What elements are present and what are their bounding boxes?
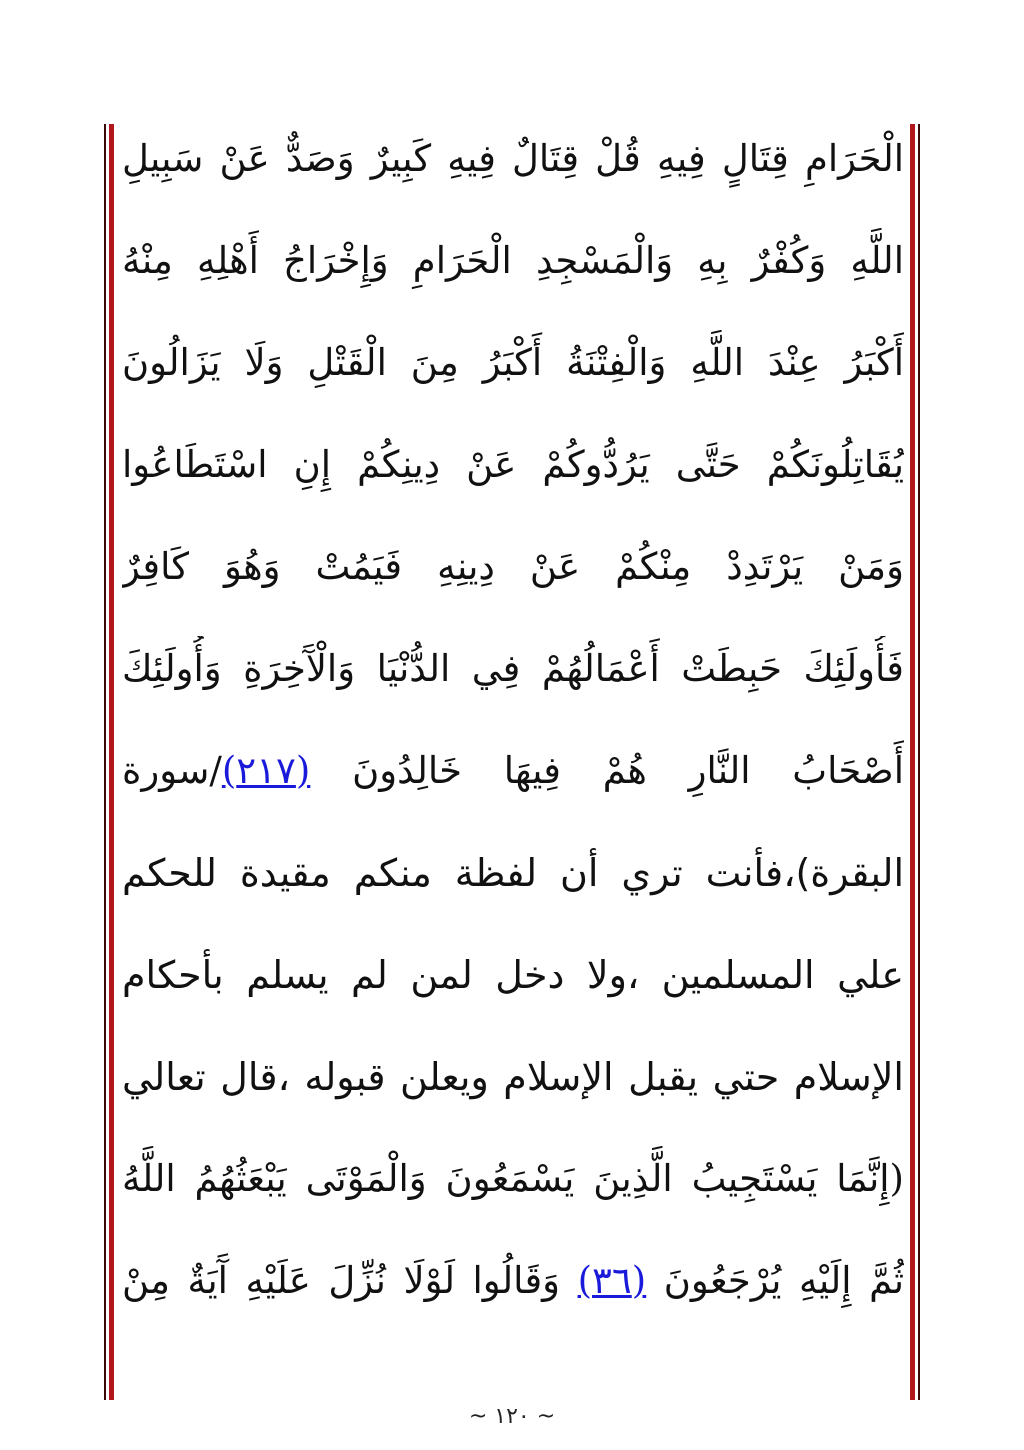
right-border-dark-line [918, 124, 920, 1400]
line-1-text: الْحَرَامِ قِتَالٍ فِيهِ قُلْ قِتَالٌ فِيهِ كَبِيرٌ وَصَدٌّ عَنْ سَبِيلِ [122, 137, 904, 180]
line-10-text: الإسلام حتي يقبل الإسلام ويعلن قبوله ،قال تعالي [122, 1055, 904, 1099]
line-8-text: البقرة)،فأنت تري أن لفظة منكم مقيدة للحكم [122, 851, 904, 895]
text-line-2 [122, 228, 904, 330]
left-border-red-line [109, 124, 114, 1400]
line-4-text: يُقَاتِلُونَكُمْ حَتَّى يَرُدُّوكُمْ عَنْ دِينِكُمْ إِنِ اسْتَطَاعُوا [122, 443, 904, 486]
line-7-text: أَصْحَابُ النَّارِ هُمْ فِيهَا خَالِدُونَ [310, 749, 904, 792]
line-6-text: فَأُولَئِكَ حَبِطَتْ أَعْمَالُهُمْ فِي الدُّنْيَا وَالْآَخِرَةِ وَأُولَئِكَ [122, 647, 904, 690]
right-border-frame [910, 124, 920, 1400]
text-line-9 [122, 942, 904, 1044]
left-border-dark-line [104, 124, 106, 1400]
text-line-6 [122, 636, 904, 738]
text-line-3 [122, 330, 904, 432]
text-line-8 [122, 840, 904, 942]
line-12-text: ثُمَّ إِلَيْهِ يُرْجَعُونَ [646, 1259, 904, 1302]
line-2-text: اللَّهِ وَكُفْرٌ بِهِ وَالْمَسْجِدِ الْحَرَامِ وَإِخْرَاجُ أَهْلِهِ مِنْهُ [122, 239, 904, 282]
page-number: ~ ١٢٠ ~ [468, 1404, 556, 1429]
line-7-suffix: /سورة [122, 749, 222, 792]
body-text [122, 126, 904, 1350]
line-9-text: علي المسلمين ،ولا دخل لمن لم يسلم بأحكام [122, 953, 904, 997]
line-5-text: وَمَنْ يَرْتَدِدْ مِنْكُمْ عَنْ دِينِهِ فَيَمُتْ وَهُوَ كَافِرٌ [122, 545, 904, 588]
line-12-suffix: وَقَالُوا لَوْلَا نُزِّلَ عَلَيْهِ آَيَةٌ مِنْ [122, 1259, 578, 1302]
left-border-frame [104, 124, 114, 1400]
verse-reference-link[interactable]: (٢١٧) [221, 749, 311, 792]
right-border-red-line [910, 124, 915, 1400]
text-line-10 [122, 1044, 904, 1146]
text-line-12 [122, 1248, 904, 1350]
line-3-text: أَكْبَرُ عِنْدَ اللَّهِ وَالْفِتْنَةُ أَكْبَرُ مِنَ الْقَتْلِ وَلَا يَزَالُونَ [122, 341, 904, 384]
verse-reference-link[interactable]: (٣٦) [577, 1259, 647, 1302]
text-line-11 [122, 1146, 904, 1248]
text-line-7 [122, 738, 904, 840]
text-line-4 [122, 432, 904, 534]
text-line-5 [122, 534, 904, 636]
text-line-1 [122, 126, 904, 228]
line-11-text: (إِنَّمَا يَسْتَجِيبُ الَّذِينَ يَسْمَعُونَ وَالْمَوْتَى يَبْعَثُهُمُ اللَّهُ [122, 1157, 904, 1200]
